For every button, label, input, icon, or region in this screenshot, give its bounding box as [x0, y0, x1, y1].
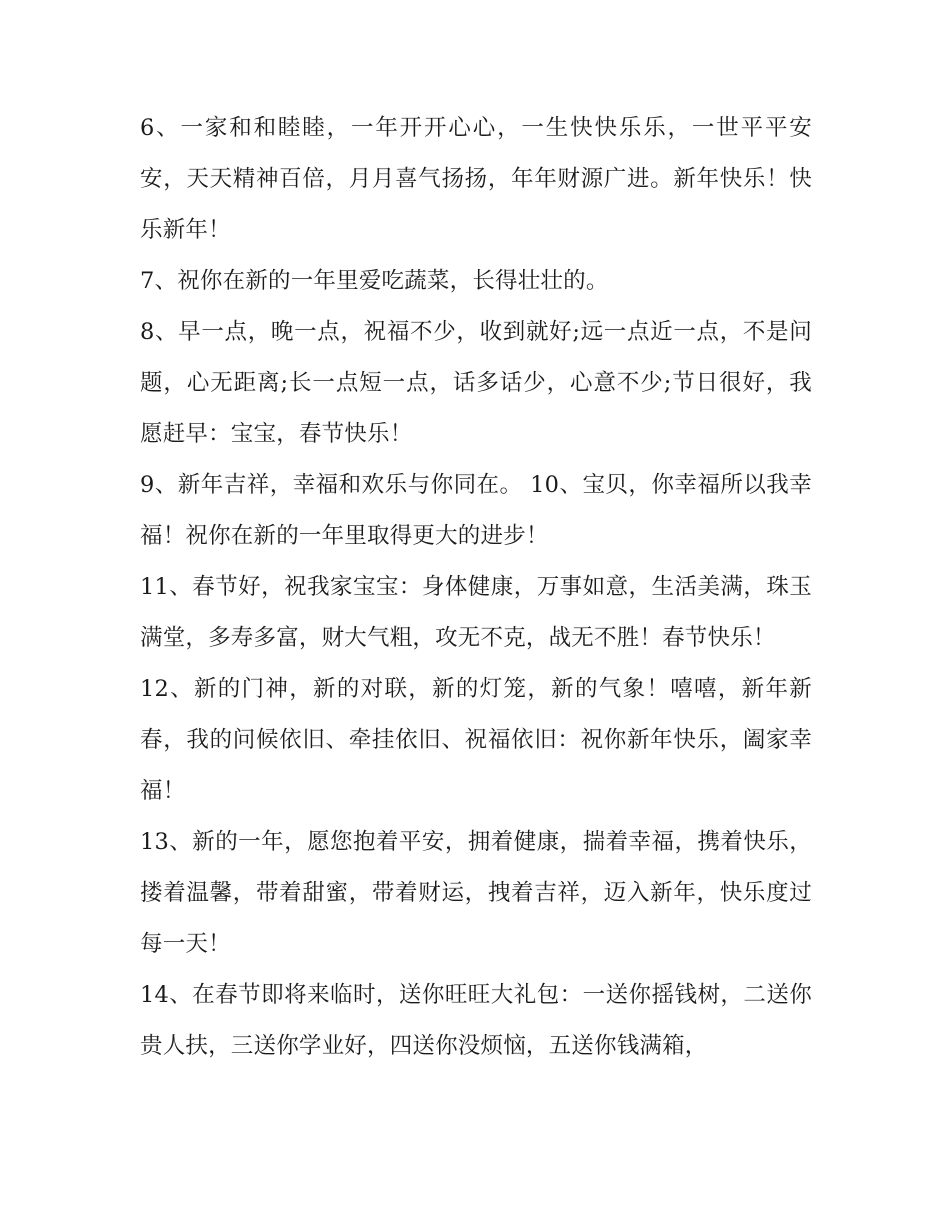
paragraph-9-10: 9、新年吉祥，幸福和欢乐与你同在。 10、宝贝，你幸福所以我幸福！祝你在新的一年里取得更大的进步！	[140, 472, 812, 549]
paragraph-14: 14、在春节即将来临时，送你旺旺大礼包：一送你摇钱树，二送你贵人扶，三送你学业好，四送你没烦恼，五送你钱满箱，	[140, 982, 812, 1059]
paragraph-12: 12、新的门神，新的对联，新的灯笼，新的气象！嘻嘻，新年新春，我的问候依旧、牵挂依旧、祝福依旧：祝你新年快乐，阖家幸福！	[140, 676, 812, 804]
paragraph-13: 13、新的一年，愿您抱着平安，拥着健康，揣着幸福，携着快乐，搂着温馨，带着甜蜜，带着财运，拽着吉祥，迈入新年，快乐度过每一天！	[140, 829, 812, 957]
paragraph-8: 8、早一点，晚一点，祝福不少，收到就好;远一点近一点，不是问题，心无距离;长一点短一点，话多话少，心意不少;节日很好，我愿赶早：宝宝，春节快乐！	[140, 319, 812, 447]
paragraph-11: 11、春节好，祝我家宝宝：身体健康，万事如意，生活美满，珠玉满堂，多寿多富，财大气粗，攻无不克，战无不胜！春节快乐！	[140, 574, 812, 651]
paragraph-6: 6、一家和和睦睦，一年开开心心，一生快快乐乐，一世平平安安，天天精神百倍，月月喜气扬扬，年年财源广进。新年快乐！快乐新年！	[140, 115, 812, 243]
document-body	[140, 103, 812, 1072]
paragraph-7: 7、祝你在新的一年里爱吃蔬菜，长得壮壮的。	[140, 268, 609, 294]
